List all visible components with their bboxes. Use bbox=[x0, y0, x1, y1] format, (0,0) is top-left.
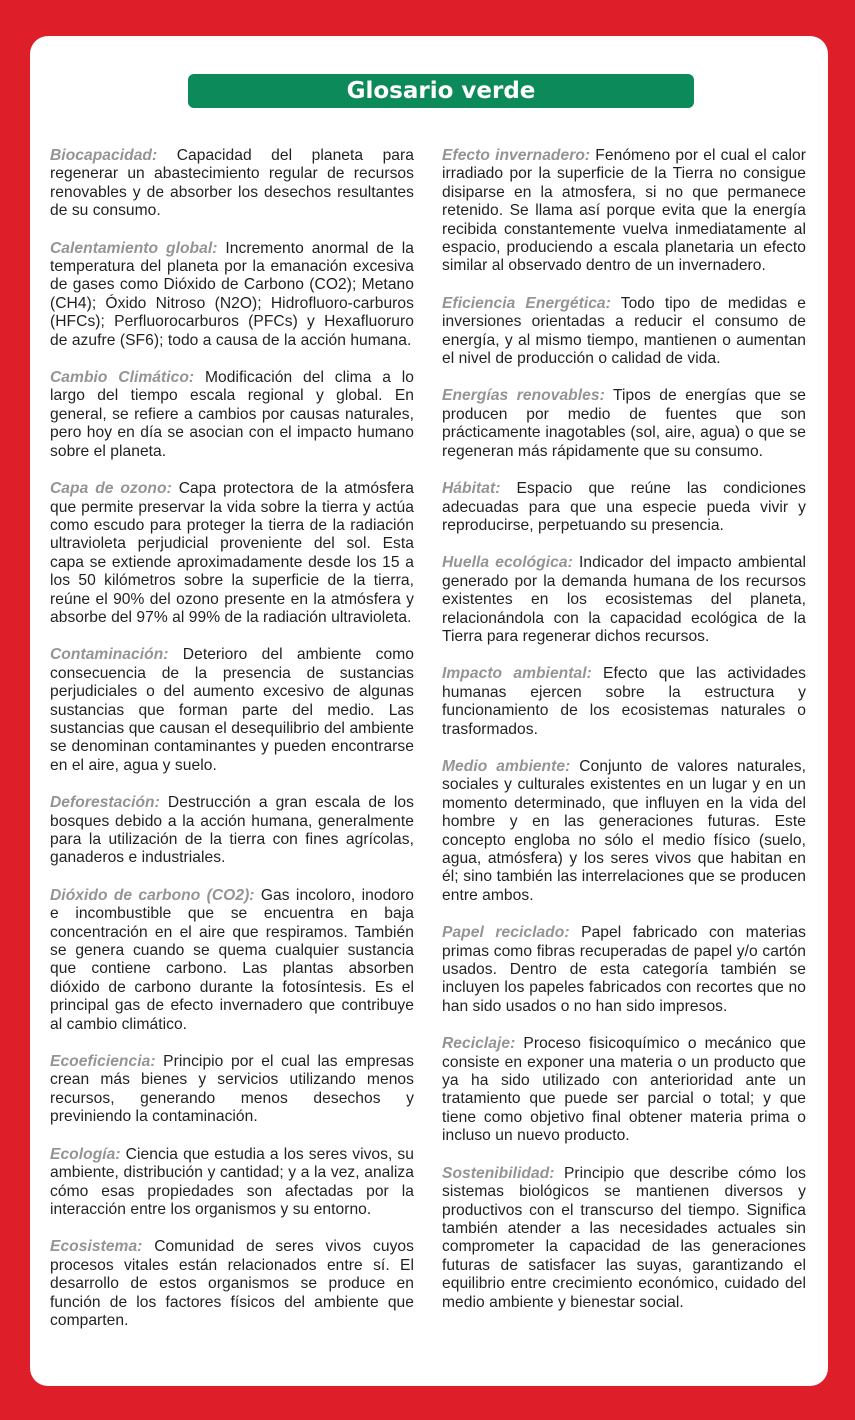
glossary-entry bbox=[442, 1035, 806, 1145]
glossary-entry bbox=[50, 794, 414, 868]
glossary-entry bbox=[50, 240, 414, 350]
glossary-definition: Espacio que reúne las condiciones adecuadas para que una especie pueda vivir y reproducirse, perpetuando su presencia. bbox=[442, 480, 806, 534]
glossary-definition: Deterioro del ambiente como consecuencia de la presencia de sustancias perjudiciales o del aumento excesivo de algunas sustancias que forman parte del medio. Las sustancias que causan el desequilibrio del ambiente se denominan contaminantes y pueden encontrarse en el aire, agua y suelo. bbox=[50, 646, 414, 774]
glossary-definition: Indicador del impacto ambiental generado por la demanda humana de los recursos existentes en los ecosistemas del planeta, relacionándola con la capacidad ecológica de la Tierra para regenerar dichos recursos. bbox=[442, 554, 806, 645]
glossary-term: Sostenibilidad: bbox=[442, 1164, 555, 1182]
glossary-definition: Principio que describe cómo los sistemas biológicos se mantienen diversos y productivos con el transcurso del tiempo. Significa también atender a las necesidades actuales sin comprometer la capacidad de las generaciones futuras de satisfacer las suyas, garantizando el equilibrio entre crecimiento económico, cuidado del medio ambiente y bienestar social. bbox=[442, 1164, 806, 1311]
glossary-definition: Todo tipo de medidas e inversiones orientadas a reducir el consumo de energía, y al mismo tiempo, mantienen o aumentan el nivel de producción o calidad de vida. bbox=[442, 294, 806, 368]
glossary-entry bbox=[442, 924, 806, 1016]
glossary-entry bbox=[50, 1238, 414, 1330]
glossary-entry bbox=[442, 480, 806, 535]
glossary-term: Impacto ambiental: bbox=[442, 665, 592, 683]
glossary-definition: Destrucción a gran escala de los bosques debido a la acción humana, generalmente para la utilización de la tierra con fines agrícolas, ganaderos e industriales. bbox=[50, 794, 414, 867]
glossary-term: Medio ambiente: bbox=[442, 757, 571, 775]
glossary-term: Eficiencia Energética: bbox=[442, 294, 611, 312]
glossary-definition: Gas incoloro, inodoro e incombustible que se encuentra en baja concentración en el aire que respiramos. También se genera cuando se quema cualquier sustancia que contiene carbono. Las plantas absorben dióxido de carbono durante la fotosíntesis. Es el principal gas de efecto invernadero que contribuye al cambio climático. bbox=[50, 886, 414, 1033]
glossary-term: Hábitat: bbox=[442, 480, 501, 498]
glossary-definition: Tipos de energías que se producen por medio de fuentes que son prácticamente inagotables (sol, aire, agua) o que se regeneran más rápidamente que su consumo. bbox=[442, 387, 806, 460]
glossary-term: Dióxido de carbono (CO2): bbox=[50, 886, 255, 904]
glossary-entry bbox=[442, 665, 806, 739]
glossary-term: Ecoeficiencia: bbox=[50, 1053, 156, 1071]
glossary-term: Reciclaje: bbox=[442, 1035, 516, 1053]
page-title: Glosario verde bbox=[188, 74, 694, 108]
glossary-term: Efecto invernadero: bbox=[442, 147, 591, 164]
glossary-entry bbox=[442, 554, 806, 646]
glossary-entry bbox=[442, 387, 806, 461]
glossary-definition: Papel fabricado con materias primas como fibras recuperadas de papel y/o cartón usados. Dentro de esta categoría también se incluyen los papeles fabricados con recortes que no han sido usados o no han sido impresos. bbox=[442, 924, 807, 1015]
glossary-term: Ecología: bbox=[50, 1145, 121, 1163]
glossary-entry bbox=[50, 887, 414, 1034]
glossary-definition: Comunidad de seres vivos cuyos procesos vitales están relacionados entre sí. El desarrollo de estos organismos se produce en función de los factores físicos del ambiente que comparten. bbox=[50, 1238, 414, 1329]
glossary-term: Deforestación: bbox=[50, 794, 160, 812]
glossary-card bbox=[30, 36, 828, 1386]
glossary-entry bbox=[50, 480, 414, 627]
glossary-entry bbox=[50, 147, 414, 221]
glossary-entry bbox=[50, 646, 414, 775]
glossary-column-right bbox=[442, 147, 806, 1331]
glossary-definition: Fenómeno por el cual el calor irradiado por la superficie de la Tierra no consigue disiparse en la atmosfera, si no que permanece retenido. Se llama así porque evita que la energía recibida constantemente vuelva inmediatamente al espacio, produciendo a escala planetaria un efecto similar al observado dentro de un invernadero. bbox=[442, 147, 806, 275]
glossary-entry bbox=[50, 1053, 414, 1127]
glossary-entry bbox=[442, 1165, 806, 1312]
glossary-term: Capa de ozono: bbox=[50, 480, 172, 498]
glossary-column-left bbox=[50, 147, 414, 1349]
glossary-definition: Proceso fisicoquímico o mecánico que consiste en exponer una materia o un producto que ya ha sido utilizado con anterioridad ante un tratamiento que puede ser parcial o total; y que tiene como objetivo final obtener materia prima o incluso un nuevo producto. bbox=[442, 1035, 806, 1145]
glossary-definition: Efecto que las actividades humanas ejercen sobre la estructura y funcionamiento de los ecosistemas naturales o trasformados. bbox=[442, 665, 806, 738]
glossary-entry bbox=[50, 1146, 414, 1220]
glossary-entry bbox=[442, 295, 806, 369]
glossary-term: Papel reciclado: bbox=[442, 924, 570, 942]
glossary-entry bbox=[442, 758, 806, 905]
glossary-entry bbox=[50, 369, 414, 461]
glossary-term: Huella ecológica: bbox=[442, 554, 573, 572]
glossary-term: Contaminación: bbox=[50, 646, 169, 664]
glossary-entry bbox=[442, 147, 806, 276]
glossary-definition: Capacidad del planeta para regenerar un abastecimiento regular de recursos renovables y de absorber los desechos resultantes de su consumo. bbox=[50, 147, 414, 220]
glossary-definition: Incremento anormal de la temperatura del planeta por la emanación excesiva de gases como Dióxido de Carbono (CO2); Metano (CH4); Óxido Nitroso (N2O); Hidrofluoro-carburos (HFCs); Perfluorocarburos (PFCs) y Hexafluoruro de azufre (SF6); todo a causa de la acción humana. bbox=[50, 239, 414, 349]
glossary-term: Calentamiento global: bbox=[50, 239, 218, 257]
glossary-definition: Modificación del clima a lo largo del tiempo escala regional y global. En general, se refiere a cambios por causas naturales, pero hoy en día se asocian con el impacto humano sobre el planeta. bbox=[50, 369, 414, 460]
glossary-definition: Conjunto de valores naturales, sociales y culturales existentes en un lugar y en un momento determinado, que influyen en la vida del hombre y en las generaciones futuras. Este concepto engloba no sólo el medio físico (suelo, agua, atmósfera) y los seres vivos que habitan en él; sino también las interrelaciones que se producen entre ambos. bbox=[442, 757, 806, 904]
glossary-term: Biocapacidad: bbox=[50, 147, 158, 164]
glossary-term: Energías renovables: bbox=[442, 387, 605, 405]
glossary-definition: Principio por el cual las empresas crean más bienes y servicios utilizando menos recursos, generando menos desechos y previniendo la contaminación. bbox=[50, 1053, 414, 1126]
glossary-term: Ecosistema: bbox=[50, 1238, 143, 1256]
glossary-term: Cambio Climático: bbox=[50, 369, 195, 387]
glossary-definition: Capa protectora de la atmósfera que permite preservar la vida sobre la tierra y actúa como escudo para proteger la tierra de la radiación ultravioleta perjudicial proveniente del sol. Esta capa se extiende aproximadamente desde los 15 a los 50 kilómetros sobre la superficie de la tierra, reúne el 90% del ozono presente en la atmósfera y absorbe del 97% al 99% de la radiación ultravioleta. bbox=[50, 480, 414, 626]
glossary-definition: Ciencia que estudia a los seres vivos, su ambiente, distribución y cantidad; y a la vez, analiza cómo esas propiedades son afectadas por la interacción entre los organismos y su entorno. bbox=[50, 1145, 414, 1218]
